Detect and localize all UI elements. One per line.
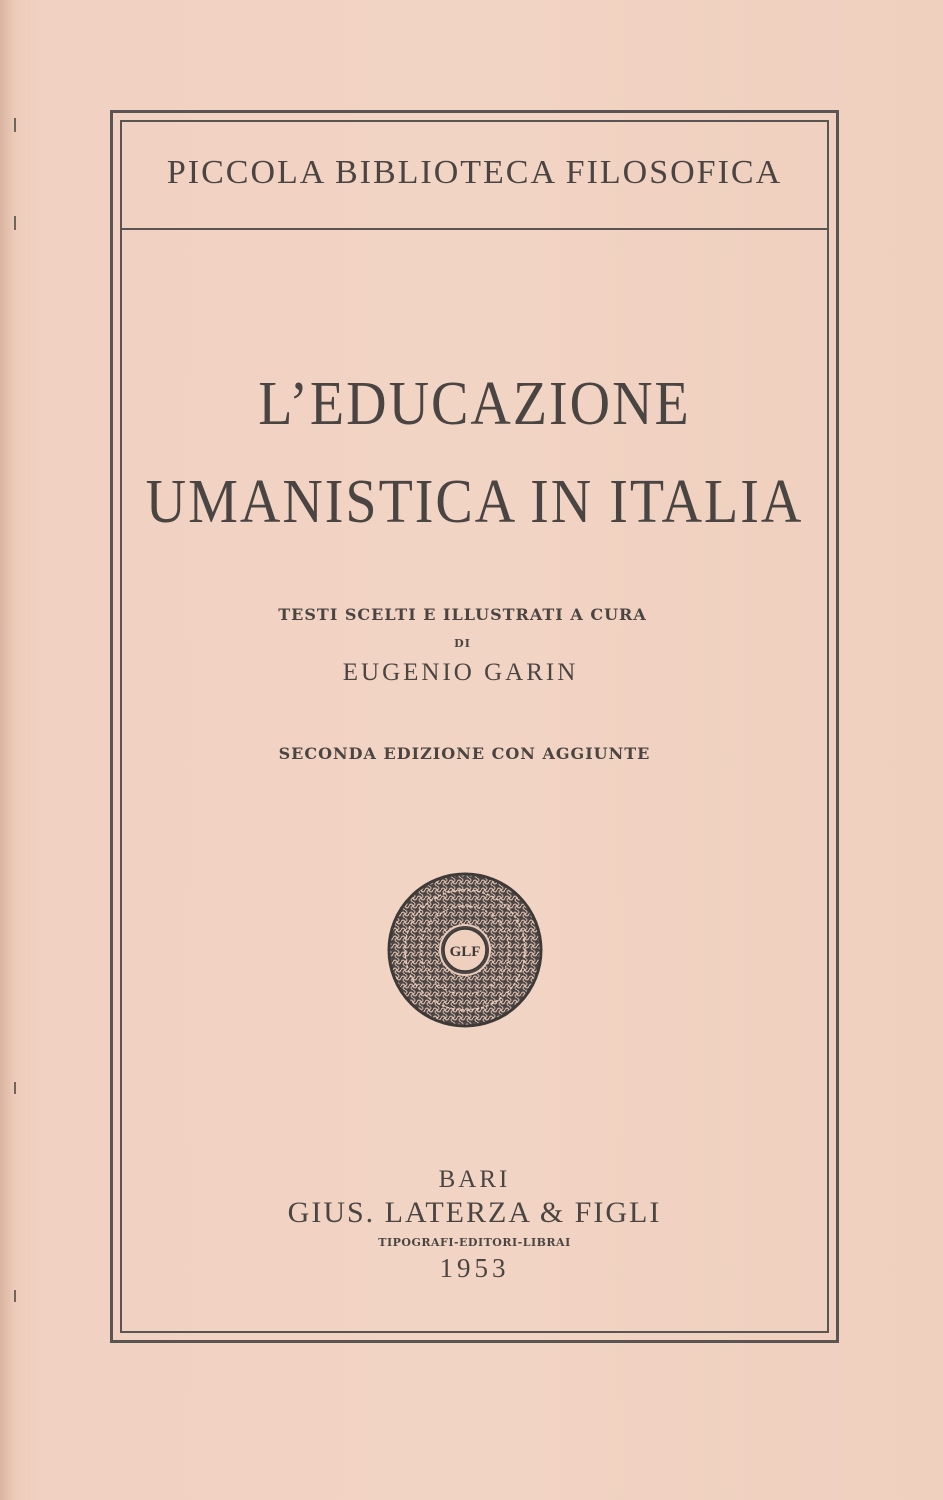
spine-mark (14, 1082, 16, 1094)
publisher-trade: TIPOGRAFI-EDITORI-LIBRAI (378, 1236, 571, 1249)
publisher-city: BARI (438, 1166, 511, 1193)
spine-mark (14, 216, 16, 230)
publisher-seal-icon (385, 870, 545, 1030)
publisher-name: GIUS. LATERZA & FIGLI (287, 1196, 662, 1229)
spine-mark (14, 118, 16, 132)
publication-year: 1953 (439, 1253, 510, 1283)
subtitle-line-1: TESTI SCELTI E ILLUSTRATI A CURA (278, 605, 647, 624)
book-title-line-1: L’EDUCAZIONE (258, 369, 691, 439)
inner-border-frame (120, 120, 829, 1333)
series-divider (120, 228, 829, 230)
series-title: PICCOLA BIBLIOTECA FILOSOFICA (166, 154, 783, 191)
spine-mark (14, 1290, 16, 1302)
seal-monogram: GLF (449, 944, 481, 960)
book-title-line-2: UMANISTICA IN ITALIA (145, 467, 804, 537)
spine-edge (0, 0, 28, 1500)
author-name: EUGENIO GARIN (342, 659, 579, 686)
edition-note: SECONDA EDIZIONE CON AGGIUNTE (278, 744, 651, 763)
subtitle-line-2: DI (454, 637, 471, 650)
